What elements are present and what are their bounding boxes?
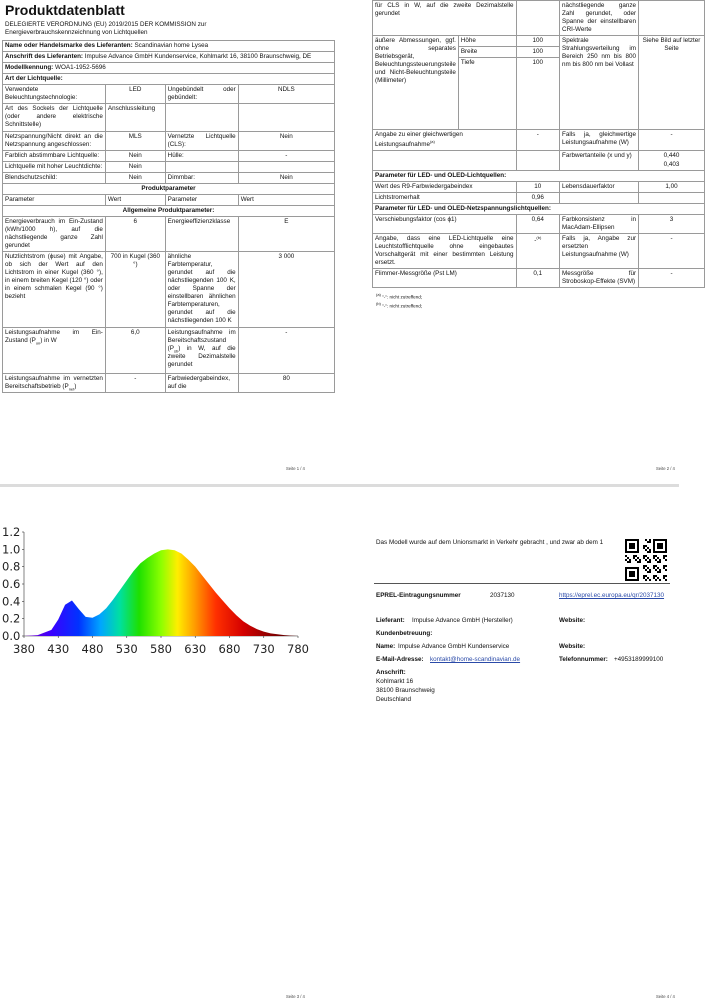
width-value: 100 [516,47,559,58]
pf-value: 0,64 [516,214,559,233]
equiv-label: Angabe zu einer gleichwertigen Leistungsaufnahme$^{(a)}$ [373,130,517,151]
energy-cons-value: 6 [105,216,165,251]
dimmable-label: Dimmbar: [165,172,238,183]
y-tick-label: 1.2 [2,525,21,539]
cap-value: Anschlussleitung [105,104,165,131]
r9-label: Wert des R9-Farbwiedergabeindex [373,181,517,192]
antiglare-label: Blendschutzschild: [3,172,106,183]
tech-value: LED [105,85,165,104]
page-title: Produktdatenblatt [5,2,125,18]
divider [374,583,670,584]
col-value-1: Wert [105,194,165,205]
address-country: Deutschland [376,696,412,703]
envelope-value: - [238,150,334,161]
antiglare-value: Nein [105,172,165,183]
maint-value: 0,96 [516,192,559,203]
model-row: Modellkennung: WOA1-1952-5696 [3,63,335,74]
dimmable-value: Nein [238,172,334,183]
general-params-header: Allgemeine Produktparameter: [3,205,335,216]
care-name-value: Impulse Advance GmbH Kundenservice [398,643,510,650]
x-tick-label: 730 [252,642,275,656]
macadam-value: 3 [639,214,705,233]
envelope-label: Hülle: [165,150,238,161]
spectral-value: Siehe Bild auf letzter Seite [639,36,705,130]
replace-power-value: - [639,233,705,268]
equiv-value: - [516,130,559,151]
chroma-x: 0,440 [663,152,680,160]
stroboscopic-label: Messgröße für Stroboskop-Effekte (SVM) [560,269,639,288]
eprel-value: 2037130 [490,592,515,599]
mains-value: MLS [105,131,165,150]
led-params-header: Parameter für LED- und OLED-Lichtquellen: [373,170,705,181]
product-params-header: Produktparameter [3,183,335,194]
datasheet-page-3 [2,520,335,999]
subtitle-line-1: DELEGIERTE VERORDNUNG (EU) 2019/2015 DER KOMMISSION zur [5,21,207,28]
tech-label: Verwendete Beleuchtungstechnologie: [3,85,106,104]
x-tick-label: 430 [47,642,70,656]
equiv-power-value: - [639,130,705,151]
spectrum-area-series [24,549,298,636]
x-tick-label: 630 [184,642,207,656]
regulation-subtitle [5,21,335,37]
highlum-label: Lichtquelle mit hoher Leuchtdichte: [3,161,106,172]
tunable-label: Farblich abstimmbare Lichtquelle: [3,150,106,161]
y-tick-label: 0.0 [2,629,21,643]
networked-standby-value: - [105,373,165,392]
nondirected-value: NDLS [238,85,334,104]
page-separator [0,484,679,487]
standby-value: - [238,327,334,373]
y-tick-label: 0.8 [2,559,21,574]
page-footer: Seite 2 / 4 [656,466,675,471]
page-footer: Seite 3 / 4 [286,994,305,999]
address-city: 38100 Braunschweig [376,687,435,694]
website-label: Website: [559,617,586,624]
cap-label: Art des Sockels der Lichtquelle (oder andere elektrische Schnittstelle) [3,104,106,131]
care-name-label: Name: [376,643,396,650]
cri-label: Farbwiedergabeindex, auf die [165,373,238,392]
mains-led-header: Parameter für LED- und OLED-Netzspannungslichtquellen: [373,203,705,214]
cct-value: 3 000 [238,252,334,327]
col-value-2: Wert [238,194,334,205]
address-label: Anschrift: [376,669,406,676]
depth-value: 100 [516,58,559,130]
supplier-name-row: Name oder Handelsmarke des Lieferanten: Scandinavian home Lysea [3,41,335,52]
col-param-2: Parameter [165,194,238,205]
eprel-qr-code-icon[interactable] [625,539,667,581]
datasheet-page-1 [2,0,335,470]
chroma-value [639,151,705,170]
lifetime-label: Lebensdauerfaktor [560,181,639,192]
y-tick-label: 0.6 [2,577,21,591]
market-text: Das Modell wurde auf dem Unionsmarkt in Verkehr gebracht , und zwar ab dem 1 [376,539,604,546]
chroma-y: 0,403 [663,160,680,168]
x-tick-label: 380 [13,642,35,656]
footnote-a: $^{(a)}$ "-": nicht zutreffend; [376,292,423,300]
depth-label: Tiefe [458,58,516,130]
x-tick-label: 480 [81,642,104,656]
datasheet-page-4 [372,520,705,999]
spectrum-area [24,549,298,636]
height-value: 100 [516,36,559,47]
spectral-distribution-chart [2,524,309,664]
y-tick-label: 0.4 [2,594,21,609]
x-tick-label: 530 [115,642,138,656]
dims-label: äußere Abmessungen, ggf. ohne separates Betriebsgerät, Beleuchtungssteuerungsteile und Nicht-Beleuchtungsteile (Millimeter) [373,36,459,130]
page-footer: Seite 1 / 4 [286,466,305,471]
col-param-1: Parameter [3,194,106,205]
phone-value: +4953189999100 [614,656,664,663]
cls-label: Vernetzte Lichtquelle (CLS): [165,131,238,150]
highlum-value: Nein [105,161,165,172]
datasheet-page-2 [372,0,705,470]
page-footer: Seite 4 / 4 [656,994,675,999]
flicker-label: Flimmer-Messgröße (Pst LM) [373,269,517,288]
flux-value: 700 in Kugel (360 °) [105,252,165,327]
chroma-label: Farbwertanteile (x und y) [560,151,639,170]
x-tick-label: 780 [287,642,309,656]
r9-value: 10 [516,181,559,192]
energy-cons-label: Energieverbrauch im Ein-Zustand (kWh/1000 h), auf die nächstliegende ganze Zahl gerundet [3,216,106,251]
supplier-value: Impulse Advance GmbH (Hersteller) [412,617,513,624]
replace-value: -$^{(b)}$ [516,233,559,268]
mains-label: Netzspannung/Nicht direkt an die Netzspannung angeschlossen: [3,131,106,150]
pf-label: Verschiebungsfaktor (cos ϕ1) [373,214,517,233]
stroboscopic-value: - [639,269,705,288]
supplier-label: Lieferant: [376,617,405,624]
replace-label: Angabe, dass eine LED-Lichtquelle eine Leuchtstofflichtquelle ohne eingebautes Vorschaltgerät mit einer bestimmten Leistung ersetzt. [373,233,517,268]
power-on-value: 6,0 [105,327,165,373]
lifetime-value: 1,00 [639,181,705,192]
address-street: Kohlmarkt 16 [376,678,414,685]
phone-label: Telefonnummer: [559,656,608,663]
maint-label: Lichtstromerhalt [373,192,517,203]
eprel-label: EPREL-Eintragungsnummer [376,592,461,599]
spectral-label: Spektrale Strahlungsverteilung im Bereich 250 nm bis 800 nm bis 800 nm bei Vollast [560,36,639,130]
light-type-header: Art der Lichtquelle: [3,74,335,85]
flux-label: Nutzlichtstrom (ϕuse) mit Angabe, ob sich der Wert auf den Lichtstrom in einer Kugel (360 °), in einem breiten Kegel (120 °) oder in einem schmalen Kegel (90 °) bezieht [3,252,106,327]
product-info-table [2,40,335,393]
y-tick-label: 1.0 [2,542,21,557]
cct-label: ähnliche Farbtemperatur, gerundet auf die nächstliegenden 100 K, oder Spanne der einstellbaren ähnlichen Farbtemperaturen, gerundet auf die nächstliegenden 100 K [165,252,238,327]
eprel-link[interactable]: https://eprel.ec.europa.eu/qr/2037130 [559,592,665,599]
care-website-label: Website: [559,643,586,650]
standby-label: Leistungsaufnahme im Bereitschaftszustand $(P_{sb})$ in W, auf die zweite Dezimalstelle gerundet [165,327,238,373]
supplier-address-row: Anschrift des Lieferanten: Impulse Advance GmbH Kundenservice, Kohlmarkt 16, 38100 Braunschweig, DE [3,52,335,63]
networked-standby-label: Leistungsaufnahme im vernetzten Bereitschaftsbetrieb $(P_{net})$ [3,373,106,392]
email-link[interactable]: kontakt@home-scandinavian.de [430,656,521,663]
flicker-value: 0,1 [516,269,559,288]
x-tick-label: 680 [218,642,241,656]
tunable-value: Nein [105,150,165,161]
product-params-table-continued [372,0,705,288]
footnote-b: $^{(b)}$ "-": nicht zutreffend; [376,301,423,309]
nondirected-label: Ungebündelt oder gebündelt: [165,85,238,104]
width-label: Breite [458,47,516,58]
email-label: E-Mail-Adresse: [376,656,424,663]
replace-power-label: Falls ja, Angabe zur ersetzten Leistungsaufnahme (W) [560,233,639,268]
subtitle-line-2: Energieverbrauchskennzeichnung von Lichtquellen [5,29,148,37]
continued-left: für CLS in W, auf die zweite Dezimalstelle gerundet [373,1,517,36]
cls-value: Nein [238,131,334,150]
energy-class-value: E [238,216,334,251]
customer-care-label: Kundenbetreuung: [376,630,433,637]
cri-value: 80 [238,373,334,392]
height-label: Höhe [458,36,516,47]
energy-class-label: Energieeffizienzklasse [165,216,238,251]
equiv-power-label: Falls ja, gleichwertige Leistungsaufnahme (W) [560,130,639,151]
power-on-label: Leistungsaufnahme im Ein-Zustand $(P_{on})$ in W [3,327,106,373]
macadam-label: Farbkonsistenz in MacAdam-Ellipsen [560,214,639,233]
x-tick-label: 580 [150,642,172,656]
y-tick-label: 0.2 [2,611,21,626]
continued-right: nächstliegende ganze Zahl gerundet, oder Spanne der einstellbaren CRI-Werte [560,1,639,36]
